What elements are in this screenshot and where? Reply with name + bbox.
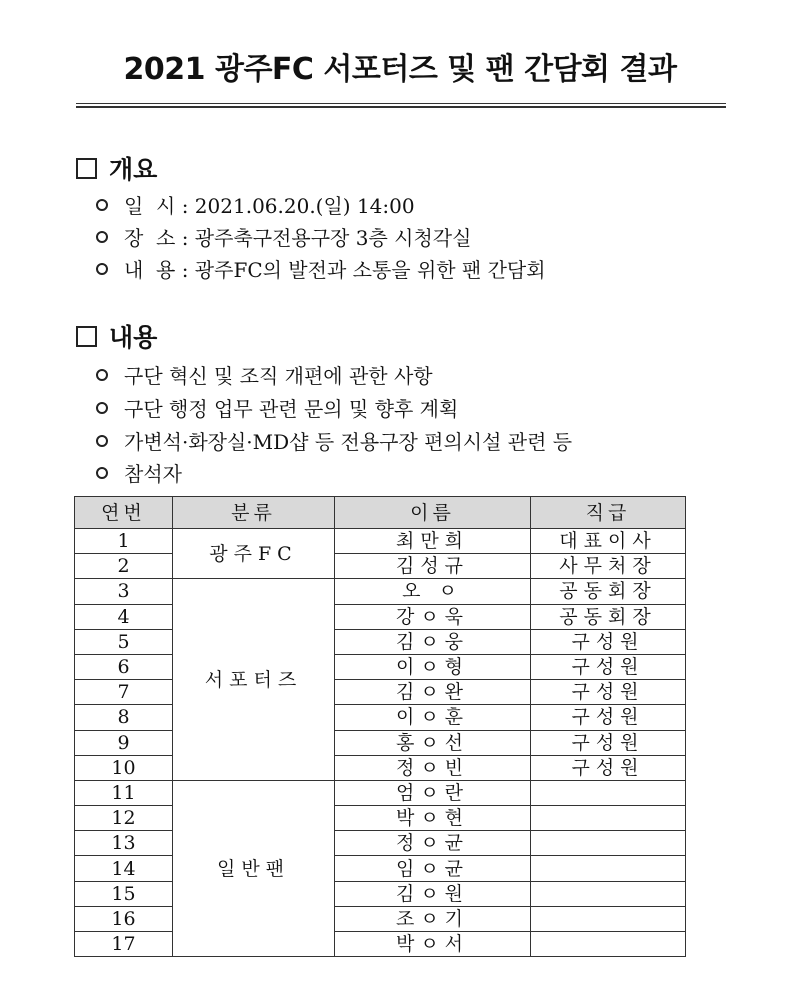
table-row [75, 831, 686, 856]
cell-name: 정ㅇ균 [335, 831, 531, 856]
cell-name: 김ㅇ원 [335, 881, 531, 906]
header-position: 직급 [531, 497, 686, 529]
table-row [75, 654, 686, 679]
cell-position [531, 906, 686, 931]
cell-position: 구성원 [531, 680, 686, 705]
cell-name: 정ㅇ빈 [335, 755, 531, 780]
table-row [75, 629, 686, 654]
table-header-row [75, 497, 686, 529]
cell-position [531, 780, 686, 805]
header-name: 이름 [335, 497, 531, 529]
circle-bullet-icon [96, 369, 108, 381]
cell-name: 박ㅇ서 [335, 932, 531, 957]
table-row [75, 806, 686, 831]
cell-position: 구성원 [531, 629, 686, 654]
cell-position [531, 831, 686, 856]
cell-position: 사무처장 [531, 554, 686, 579]
cell-position: 구성원 [531, 730, 686, 755]
cell-no: 6 [75, 654, 173, 679]
section-heading-overview: 개요 [76, 150, 157, 186]
header-no: 연번 [75, 497, 173, 529]
table-row [75, 932, 686, 957]
cell-name: 오 ㅇ [335, 579, 531, 604]
table-row [75, 604, 686, 629]
cell-name: 이ㅇ훈 [335, 705, 531, 730]
section-heading-content: 내용 [76, 318, 157, 354]
table-row [75, 780, 686, 805]
checkbox-square-icon [76, 158, 97, 179]
list-item: 가변석·화장실·MD샵 등 전용구장 편의시설 관련 등 [96, 426, 572, 455]
cell-name: 김ㅇ웅 [335, 629, 531, 654]
cell-position: 대표이사 [531, 529, 686, 554]
table-row [75, 881, 686, 906]
cell-name: 최만희 [335, 529, 531, 554]
circle-bullet-icon [96, 231, 108, 243]
cell-name: 홍ㅇ선 [335, 730, 531, 755]
cell-no: 16 [75, 906, 173, 931]
list-item: 구단 행정 업무 관련 문의 및 향후 계획 [96, 393, 458, 422]
cell-position [531, 932, 686, 957]
cell-no: 17 [75, 932, 173, 957]
cell-no: 11 [75, 780, 173, 805]
cell-position: 구성원 [531, 654, 686, 679]
cell-group: 일반팬 [173, 780, 335, 956]
table-row [75, 680, 686, 705]
cell-position: 공동회장 [531, 604, 686, 629]
list-item: 참석자 [96, 458, 182, 487]
cell-group: 광주FC [173, 529, 335, 579]
header-category: 분류 [173, 497, 335, 529]
list-item: 내 용 : 광주FC의 발전과 소통을 위한 팬 간담회 [96, 254, 546, 283]
table-row [75, 856, 686, 881]
list-item: 구단 혁신 및 조직 개편에 관한 사항 [96, 360, 433, 389]
title-rule-thin [76, 103, 726, 104]
cell-name: 김ㅇ완 [335, 680, 531, 705]
cell-no: 12 [75, 806, 173, 831]
cell-no: 7 [75, 680, 173, 705]
cell-position: 구성원 [531, 755, 686, 780]
circle-bullet-icon [96, 467, 108, 479]
cell-no: 9 [75, 730, 173, 755]
cell-position [531, 806, 686, 831]
cell-name: 엄ㅇ란 [335, 780, 531, 805]
cell-no: 3 [75, 579, 173, 604]
table-row [75, 730, 686, 755]
cell-position: 구성원 [531, 705, 686, 730]
cell-group: 서포터즈 [173, 579, 335, 781]
table-row [75, 529, 686, 554]
title-rule-thick [76, 106, 726, 108]
cell-no: 4 [75, 604, 173, 629]
cell-no: 1 [75, 529, 173, 554]
circle-bullet-icon [96, 402, 108, 414]
cell-position [531, 856, 686, 881]
cell-name: 김성규 [335, 554, 531, 579]
circle-bullet-icon [96, 263, 108, 275]
list-item: 일 시 : 2021.06.20.(일) 14:00 [96, 190, 415, 219]
cell-no: 2 [75, 554, 173, 579]
cell-no: 14 [75, 856, 173, 881]
cell-name: 임ㅇ균 [335, 856, 531, 881]
cell-name: 조ㅇ기 [335, 906, 531, 931]
cell-no: 10 [75, 755, 173, 780]
table-row [75, 579, 686, 604]
circle-bullet-icon [96, 199, 108, 211]
table-row [75, 755, 686, 780]
cell-no: 15 [75, 881, 173, 906]
attendee-table [74, 496, 686, 957]
cell-no: 5 [75, 629, 173, 654]
checkbox-square-icon [76, 326, 97, 347]
cell-name: 강ㅇ욱 [335, 604, 531, 629]
table-row [75, 554, 686, 579]
cell-name: 이ㅇ형 [335, 654, 531, 679]
table-row [75, 705, 686, 730]
cell-no: 13 [75, 831, 173, 856]
cell-position [531, 881, 686, 906]
document-title: 2021 광주FC 서포터즈 및 팬 간담회 결과 [123, 52, 677, 87]
circle-bullet-icon [96, 435, 108, 447]
cell-name: 박ㅇ현 [335, 806, 531, 831]
list-item: 장 소 : 광주축구전용구장 3층 시청각실 [96, 222, 471, 251]
cell-position: 공동회장 [531, 579, 686, 604]
cell-no: 8 [75, 705, 173, 730]
table-row [75, 906, 686, 931]
